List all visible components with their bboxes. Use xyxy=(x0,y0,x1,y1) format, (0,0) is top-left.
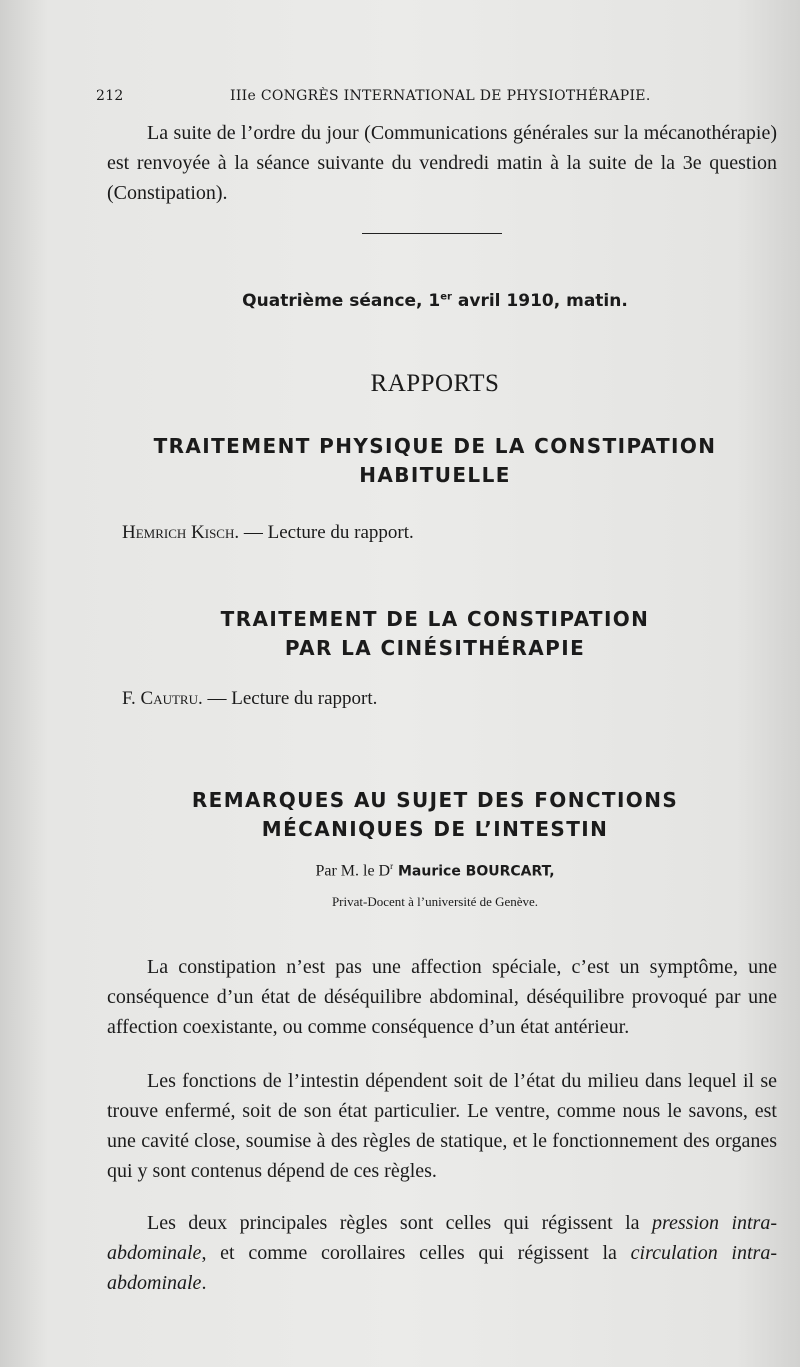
running-title: IIIe CONGRÈS INTERNATIONAL DE PHYSIOTHÉRAPIE. xyxy=(230,88,651,104)
section-heading: RAPPORTS xyxy=(370,370,500,397)
article-author: Par M. le $D^r$ Maurice BOURCART, xyxy=(315,861,555,880)
separator-rule xyxy=(362,233,502,234)
report2-author: Cautru. xyxy=(140,688,203,709)
intro-paragraph: La suite de l’ordre du jour (Communications générales sur la mécanothérapie) est renvoyée à la séance suivante du vendredi matin à la suite de la 3e question (Constipation). xyxy=(107,122,777,204)
report2-byline: F. Cautru. — Lecture du rapport. xyxy=(122,688,378,709)
report2-title: TRAITEMENT DE LA CONSTIPATION PAR LA CINÉSITHÉRAPIE xyxy=(220,607,650,660)
article-paragraph-2: Les fonctions de l’intestin dépendent soit de l’état du milieu dans lequel il se trouve enfermé, soit de son état particulier. Le ventre, comme nous le savons, est une cavité close, soumise à des règles de statique, et le fonctionnement des organes qui y sont contenus dépend de ces règles. xyxy=(107,1070,777,1182)
report1-title: TRAITEMENT PHYSIQUE DE LA CONSTIPATION HABITUELLE xyxy=(153,434,717,487)
report1-byline: Hemrich Kisch. — Lecture du rapport. xyxy=(122,522,414,543)
article-affiliation: Privat-Docent à l’université de Genève. xyxy=(331,894,539,909)
running-header xyxy=(96,88,686,110)
article-paragraph-1: La constipation n’est pas une affection spéciale, c’est un symptôme, une conséquence d’un état de déséquilibre abdominal, déséquilibre provoqué par une affection coexistante, ou comme conséquence d’un état antérieur. xyxy=(107,956,777,1038)
article-title: REMARQUES AU SUJET DES FONCTIONS MÉCANIQUES DE L’INTESTIN xyxy=(191,788,679,841)
article-paragraph-3: Les deux principales règles sont celles qui régissent la pression intra-abdominale, et comme corollaires celles qui régissent la circulation intra-abdominale. xyxy=(107,1212,778,1294)
page-number: 212 xyxy=(96,88,124,104)
session-heading: Quatrième séance, 1er avril 1910, matin. xyxy=(242,291,628,311)
report1-author: Hemrich Kisch. xyxy=(122,522,240,543)
